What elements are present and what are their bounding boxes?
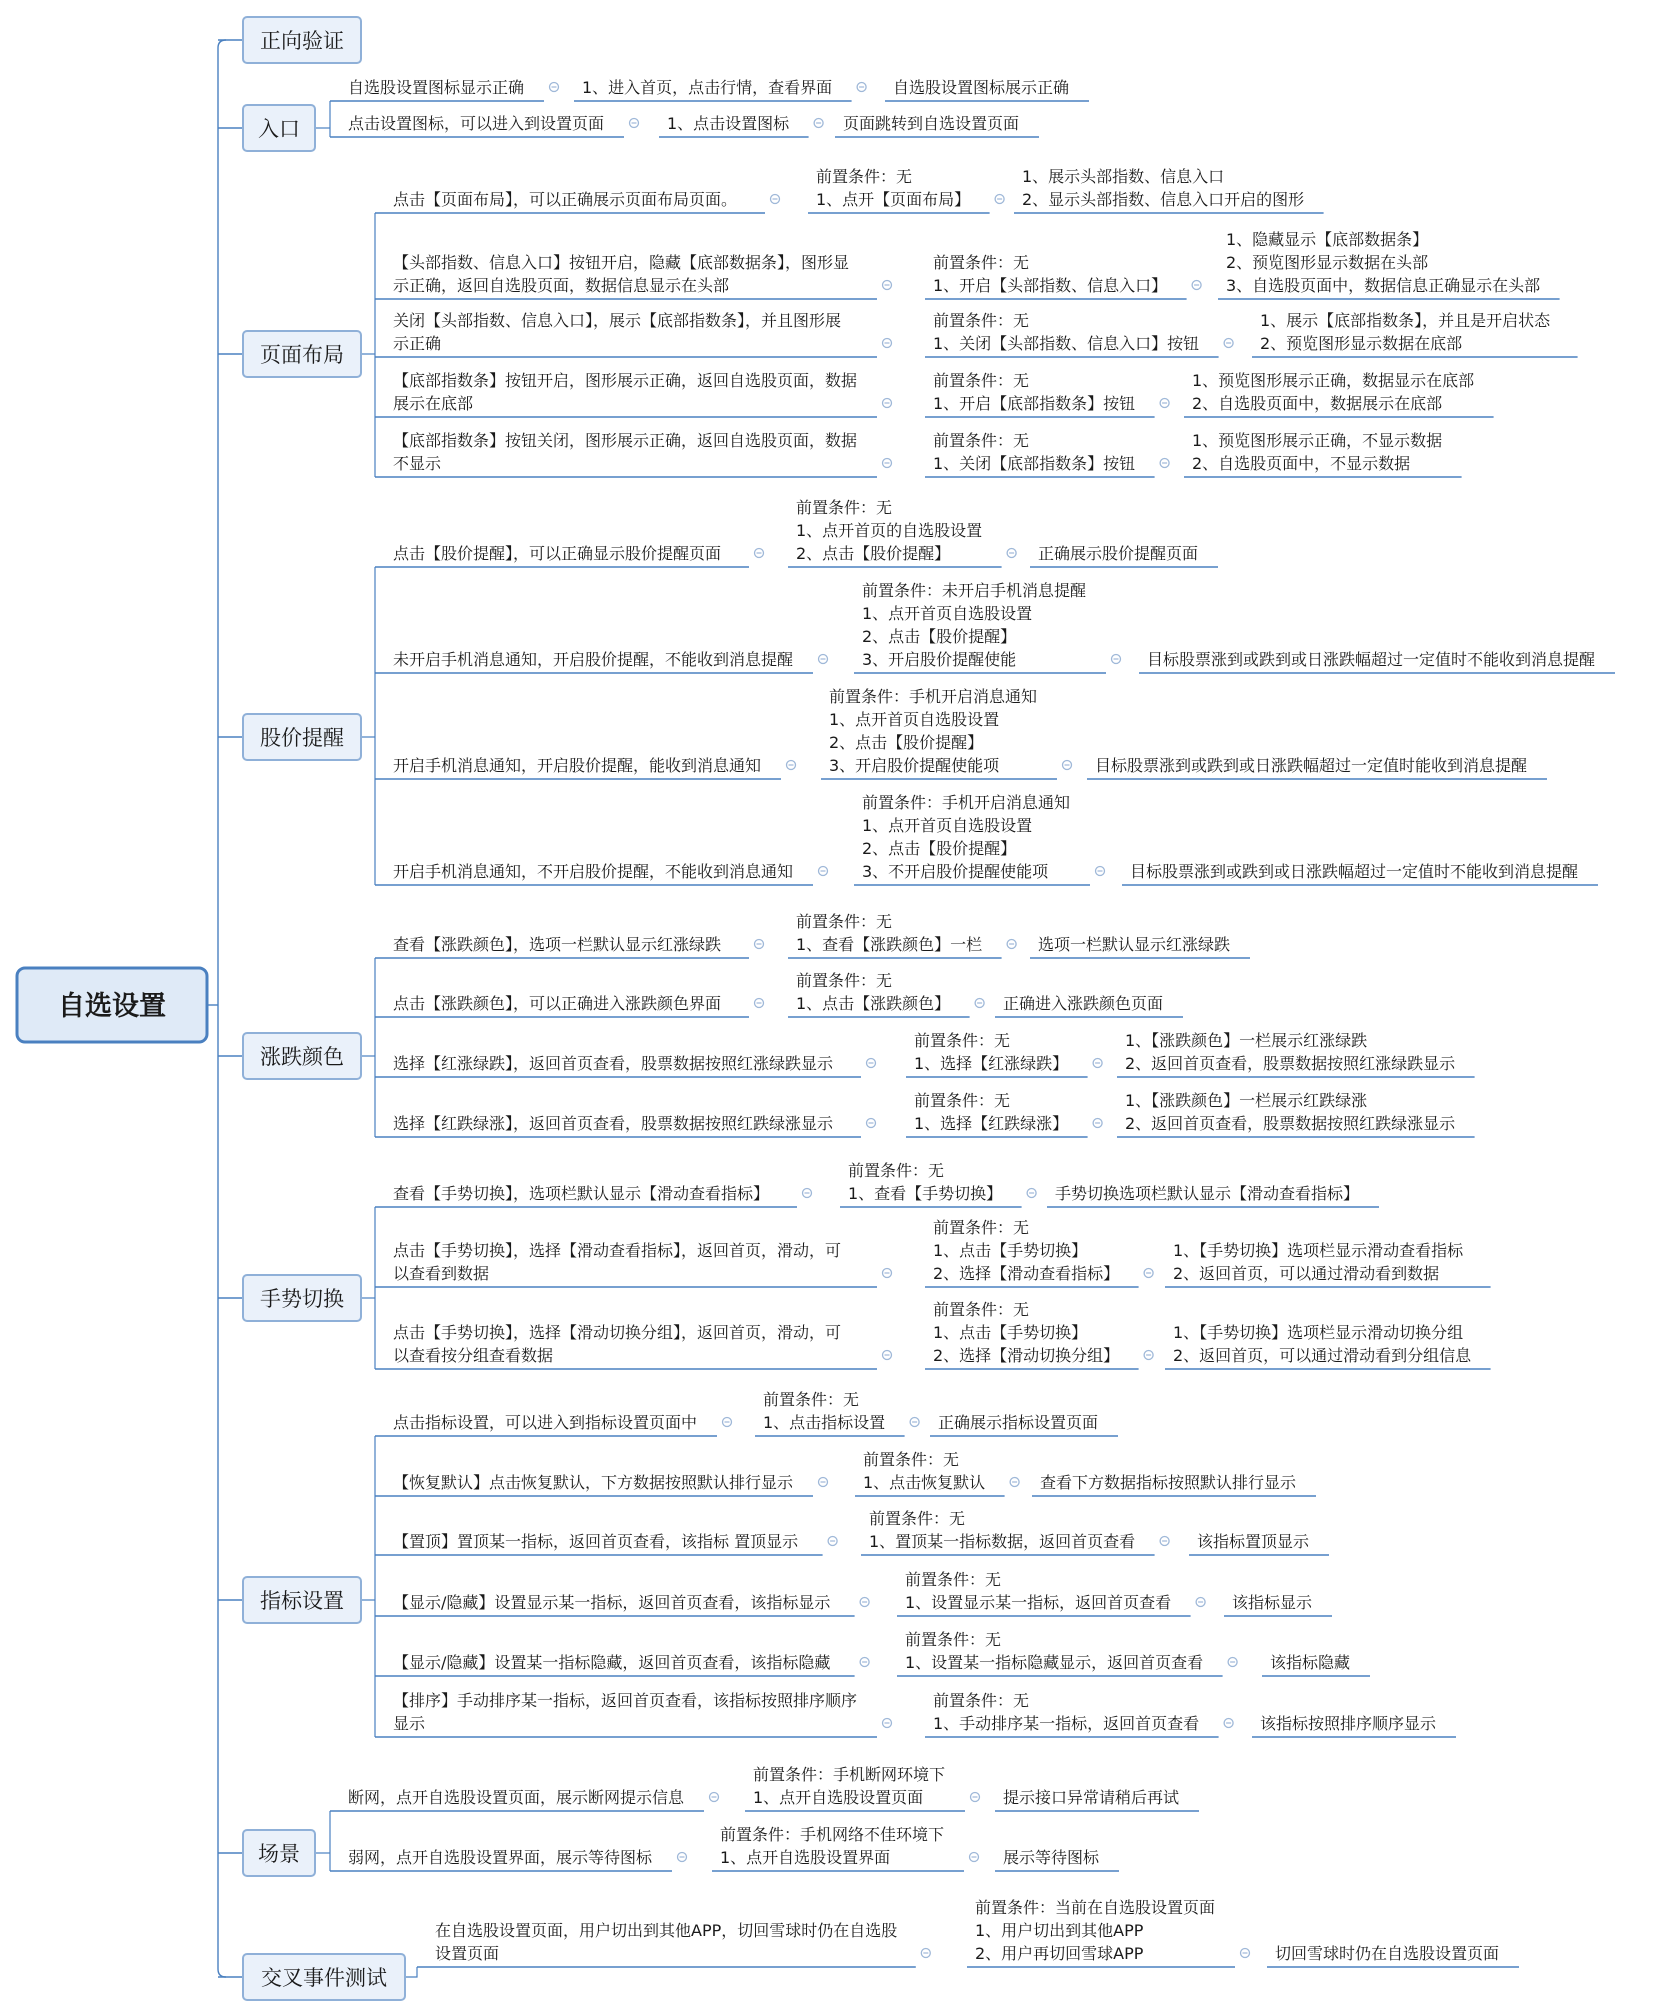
expected-result-line: 提示接口异常请稍后再试	[1003, 1788, 1180, 1807]
test-steps-line: 1、选择【红涨绿跌】	[914, 1054, 1069, 1073]
test-steps-line: 前置条件：无	[816, 167, 913, 186]
test-case-title-line: 【恢复默认】点击恢复默认，下方数据按照默认排行显示	[393, 1473, 794, 1492]
test-steps-line: 1、点开首页自选股设置	[862, 816, 1033, 835]
test-case-title-line: 【底部指数条】按钮开启，图形展示正确，返回自选股页面，数据	[393, 371, 858, 390]
expected-result-line: 1、展示【底部指数条】，并且是开启状态	[1260, 311, 1551, 330]
test-steps-line: 1、手动排序某一指标，返回首页查看	[933, 1714, 1200, 1733]
test-steps-line: 前置条件：无	[905, 1630, 1002, 1649]
expected-result-line: 2、返回首页查看，股票数据按照红跌绿涨显示	[1125, 1114, 1456, 1133]
expected-result	[893, 78, 1069, 97]
expected-result-line: 切回雪球时仍在自选股设置页面	[1275, 1944, 1500, 1963]
test-steps-line: 1、点击指标设置	[763, 1413, 886, 1432]
expected-result-line: 正确展示股价提醒页面	[1038, 544, 1199, 563]
test-steps-line: 前置条件：无	[796, 971, 893, 990]
category-label: 交叉事件测试	[261, 1966, 387, 1990]
expected-result-line: 目标股票涨到或跌到或日涨跌幅超过一定值时能收到消息提醒	[1095, 756, 1528, 775]
test-case-title-line: 点击【涨跌颜色】，可以正确进入涨跌颜色界面	[393, 994, 722, 1013]
test-case-title-line: 点击设置图标，可以进入到设置页面	[348, 114, 605, 133]
expected-result	[1275, 1944, 1499, 1963]
test-case-title-line: 以查看到数据	[393, 1264, 490, 1283]
test-steps-line: 前置条件：无	[933, 1691, 1030, 1710]
test-steps-line: 1、查看【涨跌颜色】一栏	[796, 935, 983, 954]
expected-result	[1130, 862, 1578, 881]
test-case-title-line: 显示	[393, 1714, 426, 1733]
test-case-title	[393, 1184, 769, 1203]
test-steps	[829, 687, 1037, 775]
test-case-title-line: 断网，点开自选股设置页面，展示断网提示信息	[348, 1788, 685, 1807]
category-label: 场景	[258, 1842, 300, 1866]
test-steps	[816, 167, 970, 209]
test-steps	[975, 1898, 1215, 1963]
test-steps-line: 1、点开自选股设置界面	[720, 1848, 891, 1867]
expected-result-line: 2、返回首页查看，股票数据按照红涨绿跌显示	[1125, 1054, 1456, 1073]
expected-result-line: 2、返回首页，可以通过滑动看到数据	[1173, 1264, 1440, 1283]
test-steps-line: 1、进入首页，点击行情，查看界面	[582, 78, 833, 97]
test-steps	[914, 1031, 1068, 1073]
test-steps-line: 1、点击设置图标	[667, 114, 790, 133]
mindmap-nodes	[17, 17, 1595, 2000]
test-steps	[862, 793, 1070, 881]
test-case-title-line: 选择【红涨绿跌】，返回首页查看，股票数据按照红涨绿跌显示	[393, 1054, 834, 1073]
expected-result	[1003, 1848, 1100, 1867]
expected-result-line: 目标股票涨到或跌到或日涨跌幅超过一定值时不能收到消息提醒	[1130, 862, 1579, 881]
test-steps	[862, 581, 1086, 669]
category-label: 股价提醒	[260, 726, 344, 750]
category-label: 指标设置	[260, 1589, 344, 1613]
test-case-title	[393, 1241, 841, 1283]
test-steps-line: 3、开启股价提醒使能项	[829, 756, 1000, 775]
expected-result	[1192, 431, 1442, 473]
test-case-title	[393, 994, 721, 1013]
test-case-title-line: 查看【涨跌颜色】，选项一栏默认显示红涨绿跌	[393, 935, 722, 954]
test-case-title	[393, 1691, 857, 1733]
test-case-title	[348, 1848, 653, 1867]
expected-result-line: 自选股设置图标展示正确	[893, 78, 1070, 97]
test-case-title	[393, 253, 849, 295]
test-case-title-line: 示正确，返回自选股页面，数据信息显示在头部	[393, 276, 730, 295]
expected-result-line: 该指标显示	[1232, 1593, 1313, 1612]
expected-result	[1260, 1714, 1437, 1733]
test-steps-line: 1、查看【手势切换】	[848, 1184, 1003, 1203]
test-steps-line: 1、点击恢复默认	[863, 1473, 986, 1492]
test-steps-line: 1、设置显示某一指标，返回首页查看	[905, 1593, 1172, 1612]
test-steps-line: 1、点开自选股设置页面	[753, 1788, 924, 1807]
expected-result-line: 2、显示头部指数、信息入口开启的图形	[1022, 190, 1305, 209]
test-steps-line: 2、点击【股价提醒】	[862, 839, 1017, 858]
category-label: 手势切换	[260, 1287, 344, 1311]
spine-line	[218, 40, 226, 1977]
test-steps-line: 前置条件：手机断网环境下	[753, 1765, 946, 1784]
test-steps	[914, 1091, 1068, 1133]
test-case-title	[393, 431, 857, 473]
test-steps-line: 2、点击【股价提醒】	[862, 627, 1017, 646]
test-steps	[933, 1300, 1119, 1365]
test-case-title-line: 【显示/隐藏】设置某一指标隐藏，返回首页查看，该指标隐藏	[393, 1653, 831, 1672]
expected-result-line: 1、【手势切换】选项栏显示滑动查看指标	[1173, 1241, 1464, 1260]
expected-result-line: 手势切换选项栏默认显示【滑动查看指标】	[1055, 1184, 1360, 1203]
test-steps	[933, 371, 1135, 413]
expected-result-line: 1、展示头部指数、信息入口	[1022, 167, 1225, 186]
expected-result	[1003, 1788, 1179, 1807]
test-steps-line: 1、关闭【底部指数条】按钮	[933, 454, 1136, 473]
expected-result	[1038, 544, 1198, 563]
test-steps-line: 前置条件：无	[933, 431, 1030, 450]
test-steps	[720, 1825, 944, 1867]
test-steps-line: 2、用户再切回雪球APP	[975, 1944, 1144, 1963]
test-steps-line: 1、点开首页自选股设置	[862, 604, 1033, 623]
test-case-title	[393, 1413, 697, 1432]
test-case-title	[393, 1114, 834, 1133]
expected-result-line: 2、预览图形显示数据在头部	[1226, 253, 1429, 272]
test-steps-line: 前置条件：手机网络不佳环境下	[720, 1825, 945, 1844]
category-label: 涨跌颜色	[260, 1045, 344, 1069]
test-steps	[848, 1161, 1002, 1203]
expected-result-line: 正确进入涨跌颜色页面	[1003, 994, 1164, 1013]
expected-result	[1173, 1323, 1472, 1365]
test-steps-line: 1、点开首页的自选股设置	[796, 521, 983, 540]
expected-result-line: 该指标隐藏	[1270, 1653, 1351, 1672]
test-steps-line: 前置条件：无	[933, 253, 1030, 272]
expected-result	[1260, 311, 1551, 353]
expected-result	[1055, 1184, 1359, 1203]
expected-result-line: 1、【手势切换】选项栏显示滑动切换分组	[1173, 1323, 1464, 1342]
test-steps	[796, 971, 950, 1013]
test-case-title-line: 以查看按分组查看数据	[393, 1346, 554, 1365]
expected-result	[1226, 230, 1540, 295]
test-steps-line: 前置条件：当前在自选股设置页面	[975, 1898, 1216, 1917]
expected-result	[1192, 371, 1474, 413]
test-case-title-line: 点击【手势切换】，选择【滑动查看指标】，返回首页，滑动，可	[393, 1241, 842, 1260]
test-steps	[763, 1390, 885, 1432]
category-label: 入口	[258, 117, 300, 141]
expected-result-line: 该指标按照排序顺序显示	[1260, 1714, 1437, 1733]
test-steps-line: 前置条件：无	[933, 1218, 1030, 1237]
test-case-title-line: 关闭【头部指数、信息入口】，展示【底部指数条】，并且图形展	[393, 311, 842, 330]
expected-result	[1038, 935, 1230, 954]
test-case-title-line: 【置顶】置顶某一指标，返回首页查看，该指标 置顶显示	[393, 1532, 799, 1551]
test-steps	[796, 498, 982, 563]
test-steps-line: 前置条件：无	[933, 371, 1030, 390]
test-case-title-line: 【头部指数、信息入口】按钮开启，隐藏【底部数据条】，图形显	[393, 253, 850, 272]
test-case-title	[348, 114, 604, 133]
test-case-title	[393, 544, 721, 563]
expected-result	[1125, 1031, 1456, 1073]
test-steps-line: 2、点击【股价提醒】	[829, 733, 984, 752]
test-steps	[863, 1450, 985, 1492]
expected-result-line: 1、隐藏显示【底部数据条】	[1226, 230, 1429, 249]
test-case-title-line: 开启手机消息通知，开启股价提醒，能收到消息通知	[393, 756, 762, 775]
test-steps-line: 前置条件：无	[933, 311, 1030, 330]
test-steps-line: 1、设置某一指标隐藏显示，返回首页查看	[905, 1653, 1204, 1672]
test-case-title-line: 展示在底部	[393, 394, 474, 413]
test-steps	[667, 114, 790, 133]
test-case-title-line: 设置页面	[435, 1944, 500, 1963]
test-steps-line: 1、点击【涨跌颜色】	[796, 994, 951, 1013]
test-steps-line: 2、选择【滑动切换分组】	[933, 1346, 1120, 1365]
test-steps	[933, 431, 1135, 473]
test-case-title	[348, 78, 524, 97]
test-case-title-line: 不显示	[393, 454, 442, 473]
row-connector	[405, 1967, 417, 1977]
expected-result-line: 选项一栏默认显示红涨绿跌	[1038, 935, 1231, 954]
test-steps	[933, 1691, 1199, 1733]
test-steps-line: 前置条件：无	[796, 912, 893, 931]
test-steps-line: 1、点开首页自选股设置	[829, 710, 1000, 729]
test-steps	[582, 78, 832, 97]
test-case-title	[393, 1593, 831, 1612]
test-steps	[905, 1570, 1171, 1612]
test-case-title	[393, 1323, 841, 1365]
test-steps-line: 2、选择【滑动查看指标】	[933, 1264, 1120, 1283]
test-steps-line: 前置条件：未开启手机消息提醒	[862, 581, 1087, 600]
test-case-title	[393, 1473, 794, 1492]
test-steps-line: 1、选择【红跌绿涨】	[914, 1114, 1069, 1133]
expected-result	[843, 114, 1019, 133]
test-steps-line: 前置条件：无	[869, 1509, 966, 1528]
test-case-title	[393, 190, 737, 209]
expected-result	[1125, 1091, 1456, 1133]
test-steps-line: 1、关闭【头部指数、信息入口】按钮	[933, 334, 1200, 353]
test-steps-line: 前置条件：无	[796, 498, 893, 517]
test-case-title	[393, 371, 857, 413]
expected-result	[1022, 167, 1304, 209]
expected-result-line: 页面跳转到自选设置页面	[843, 114, 1020, 133]
expected-result	[1095, 756, 1527, 775]
expected-result-line: 该指标置顶显示	[1197, 1532, 1310, 1551]
test-case-title-line: 【底部指数条】按钮关闭，图形展示正确，返回自选股页面，数据	[393, 431, 858, 450]
test-case-title	[393, 650, 793, 669]
expected-result-line: 正确展示指标设置页面	[938, 1413, 1099, 1432]
test-case-title	[393, 1054, 834, 1073]
expected-result-line: 2、预览图形显示数据在底部	[1260, 334, 1463, 353]
test-steps-line: 1、置顶某一指标数据，返回首页查看	[869, 1532, 1136, 1551]
expected-result-line: 3、自选股页面中，数据信息正确显示在头部	[1226, 276, 1541, 295]
test-case-title-line: 点击指标设置，可以进入到指标设置页面中	[393, 1413, 698, 1432]
test-steps-line: 前置条件：无	[905, 1570, 1002, 1589]
test-case-title-line: 【排序】手动排序某一指标，返回首页查看，该指标按照排序顺序	[393, 1691, 858, 1710]
test-steps	[905, 1630, 1203, 1672]
test-steps-line: 1、开启【底部指数条】按钮	[933, 394, 1136, 413]
test-steps-line: 1、开启【头部指数、信息入口】	[933, 276, 1168, 295]
expected-result-line: 1、【涨跌颜色】一栏展示红涨绿跌	[1125, 1031, 1368, 1050]
expected-result	[1040, 1473, 1297, 1492]
test-steps	[796, 912, 982, 954]
expected-result-line: 1、预览图形展示正确，不显示数据	[1192, 431, 1443, 450]
expected-result-line: 展示等待图标	[1003, 1848, 1100, 1867]
test-case-title	[393, 862, 793, 881]
expected-result	[938, 1413, 1098, 1432]
test-steps-line: 1、点击【手势切换】	[933, 1241, 1088, 1260]
test-steps	[933, 253, 1167, 295]
category-label: 页面布局	[260, 343, 344, 367]
test-steps-line: 3、开启股价提醒使能	[862, 650, 1017, 669]
test-steps-line: 前置条件：无	[933, 1300, 1030, 1319]
test-steps	[869, 1509, 1135, 1551]
expected-result-line: 2、自选股页面中，数据展示在底部	[1192, 394, 1443, 413]
test-case-title-line: 示正确	[393, 334, 442, 353]
expected-result	[1173, 1241, 1464, 1283]
expected-result	[1270, 1653, 1350, 1672]
test-case-title	[393, 1532, 799, 1551]
test-case-title	[393, 311, 841, 353]
test-steps-line: 3、不开启股价提醒使能项	[862, 862, 1049, 881]
root-label: 自选设置	[58, 991, 166, 1022]
test-steps	[933, 311, 1199, 353]
expected-result	[1232, 1593, 1313, 1612]
expected-result-line: 1、【涨跌颜色】一栏展示红跌绿涨	[1125, 1091, 1368, 1110]
test-case-title-line: 查看【手势切换】，选项栏默认显示【滑动查看指标】	[393, 1184, 770, 1203]
test-case-title	[435, 1921, 897, 1963]
test-case-title	[393, 756, 761, 775]
test-case-title	[393, 935, 721, 954]
expected-result	[1003, 994, 1163, 1013]
test-steps-line: 前置条件：无	[763, 1390, 860, 1409]
expected-result-line: 1、预览图形展示正确，数据显示在底部	[1192, 371, 1475, 390]
test-case-title-line: 点击【手势切换】，选择【滑动切换分组】，返回首页，滑动，可	[393, 1323, 842, 1342]
category-label: 正向验证	[260, 29, 344, 53]
test-steps-line: 前置条件：无	[914, 1031, 1011, 1050]
expected-result-line: 查看下方数据指标按照默认排行显示	[1040, 1473, 1297, 1492]
test-steps-line: 1、用户切出到其他APP	[975, 1921, 1144, 1940]
test-case-title-line: 【显示/隐藏】设置显示某一指标，返回首页查看，该指标显示	[393, 1593, 831, 1612]
test-case-title-line: 弱网，点开自选股设置界面，展示等待图标	[348, 1848, 653, 1867]
test-case-title	[393, 1653, 830, 1672]
test-case-title-line: 未开启手机消息通知，开启股价提醒，不能收到消息提醒	[393, 650, 794, 669]
expected-result-line: 2、自选股页面中，不显示数据	[1192, 454, 1411, 473]
expected-result-line: 2、返回首页，可以通过滑动看到分组信息	[1173, 1346, 1472, 1365]
test-steps-line: 前置条件：手机开启消息通知	[862, 793, 1071, 812]
test-case-title-line: 选择【红跌绿涨】，返回首页查看，股票数据按照红跌绿涨显示	[393, 1114, 834, 1133]
test-case-title-line: 点击【页面布局】，可以正确展示页面布局页面。	[393, 190, 738, 209]
test-steps-line: 前置条件：无	[914, 1091, 1011, 1110]
test-steps-line: 前置条件：手机开启消息通知	[829, 687, 1038, 706]
expected-result	[1197, 1532, 1310, 1551]
expected-result	[1147, 650, 1595, 669]
test-case-title-line: 开启手机消息通知，不开启股价提醒，不能收到消息通知	[393, 862, 794, 881]
expected-result-line: 目标股票涨到或跌到或日涨跌幅超过一定值时不能收到消息提醒	[1147, 650, 1596, 669]
test-case-title-line: 点击【股价提醒】，可以正确显示股价提醒页面	[393, 544, 722, 563]
test-case-title-line: 自选股设置图标显示正确	[348, 78, 525, 97]
test-steps-line: 前置条件：无	[848, 1161, 945, 1180]
test-steps	[933, 1218, 1119, 1283]
test-steps-line: 1、点开【页面布局】	[816, 190, 971, 209]
test-case-title	[348, 1788, 685, 1807]
test-steps	[753, 1765, 945, 1807]
test-steps-line: 前置条件：无	[863, 1450, 960, 1469]
test-case-title-line: 在自选股设置页面，用户切出到其他APP，切回雪球时仍在自选股	[435, 1921, 898, 1940]
test-steps-line: 2、点击【股价提醒】	[796, 544, 951, 563]
test-steps-line: 1、点击【手势切换】	[933, 1323, 1088, 1342]
